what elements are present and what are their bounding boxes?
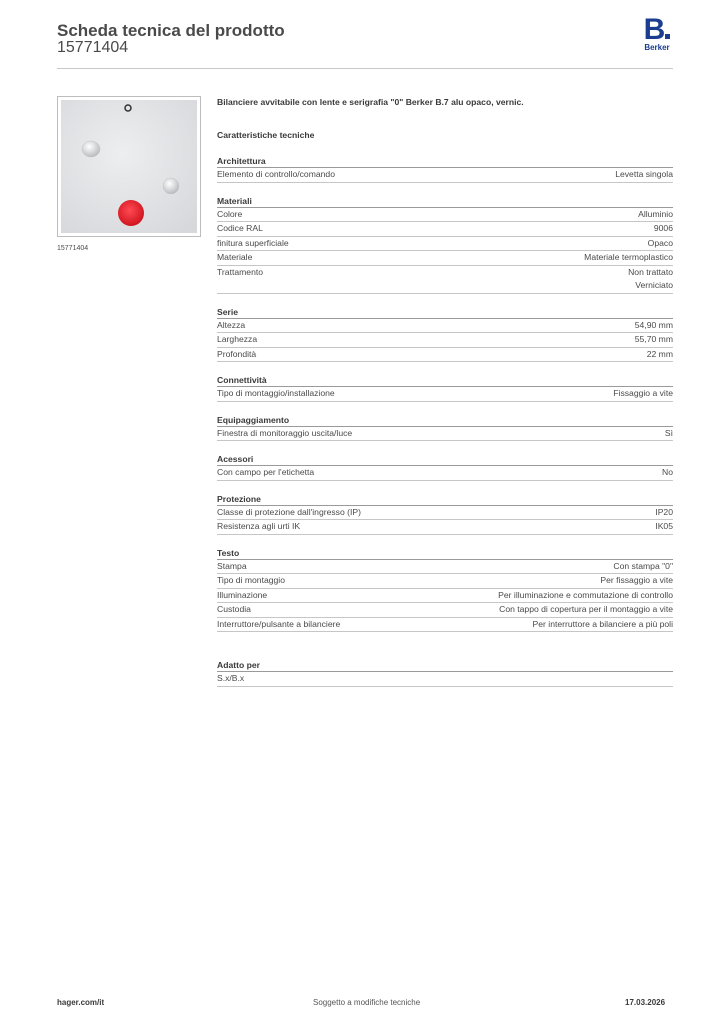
section-acessori xyxy=(217,453,673,481)
spec-label: Illuminazione xyxy=(217,589,268,600)
footer-website-link[interactable]: hager.com/it xyxy=(57,998,105,1007)
section-title: Serie xyxy=(217,306,673,319)
spec-row xyxy=(217,618,673,633)
spec-row xyxy=(217,603,673,618)
spec-label: Trattamento xyxy=(217,266,264,277)
footer-date: 17.03.2026 xyxy=(625,998,666,1007)
spec-row xyxy=(217,237,673,252)
spec-row xyxy=(217,506,673,521)
spec-label: Elemento di controllo/comando xyxy=(217,169,335,179)
spec-value-line: Non trattato xyxy=(628,266,673,277)
spec-value: 55,70 mm xyxy=(634,334,673,344)
logo-word: Berker xyxy=(644,43,670,52)
header-divider xyxy=(57,68,673,69)
section-testo xyxy=(217,547,673,633)
spec-label: Stampa xyxy=(217,560,247,571)
section-title: Testo xyxy=(217,547,673,560)
spec-value: Opaco xyxy=(647,237,673,248)
spec-label: Colore xyxy=(217,208,243,219)
section-title: Materiali xyxy=(217,195,673,208)
section-title: Connettività xyxy=(217,374,673,387)
product-image-caption: 15771404 xyxy=(57,245,89,252)
spec-label: Tipo di montaggio xyxy=(217,575,285,585)
spec-row xyxy=(217,387,673,402)
spec-value xyxy=(628,266,673,293)
spec-label: Resistenza agli urti IK xyxy=(217,521,301,531)
spec-label: Codice RAL xyxy=(217,223,263,233)
spec-value: Fissaggio a vite xyxy=(613,388,673,398)
section-materiali xyxy=(217,195,673,294)
spec-label: Finestra di monitoraggio uscita/luce xyxy=(217,427,353,438)
spec-label: Altezza xyxy=(217,319,246,330)
spec-value: 9006 xyxy=(653,223,673,233)
footer-disclaimer: Soggetto a modifiche tecniche xyxy=(313,998,421,1007)
spec-content xyxy=(217,96,673,687)
spec-row xyxy=(217,466,673,481)
spec-label: Tipo di montaggio/installazione xyxy=(217,388,335,398)
spec-value: IK05 xyxy=(655,521,673,531)
spec-value: Per fissaggio a vite xyxy=(600,575,673,585)
spec-value-line: Verniciato xyxy=(635,280,673,290)
section-adatto-per xyxy=(217,659,673,687)
section-equipaggiamento xyxy=(217,414,673,442)
product-description: Bilanciere avvitabile con lente e serigrafia "0" Berker B.7 alu opaco, vernic. xyxy=(217,97,524,107)
spec-row xyxy=(217,319,673,334)
berker-logo xyxy=(641,13,673,52)
spec-label: Larghezza xyxy=(217,334,258,344)
header-product-code: 15771404 xyxy=(57,39,129,56)
spec-row xyxy=(217,251,673,266)
spec-label: Interruttore/pulsante a bilanciere xyxy=(217,618,341,629)
spec-label: Profondità xyxy=(217,348,257,359)
spec-row xyxy=(217,672,673,687)
spec-row xyxy=(217,348,673,363)
spec-value: 22 mm xyxy=(646,348,673,359)
spec-value: Sì xyxy=(664,427,673,438)
spec-value: Con tappo di copertura per il montaggio a vite xyxy=(499,604,673,614)
spec-label: finitura superficiale xyxy=(217,237,289,248)
spec-value: Materiale termoplastico xyxy=(584,252,673,262)
spec-row xyxy=(217,333,673,348)
spec-value: Alluminio xyxy=(638,208,673,219)
spec-row xyxy=(217,520,673,535)
spec-label: Materiale xyxy=(217,252,253,262)
spec-value: No xyxy=(662,467,673,477)
spec-row xyxy=(217,266,673,294)
spec-label: S.x/B.x xyxy=(217,673,245,683)
spec-row xyxy=(217,222,673,237)
spec-value: Con stampa "0" xyxy=(613,560,673,571)
spec-label: Classe di protezione dall'ingresso (IP) xyxy=(217,506,361,517)
spec-label: Custodia xyxy=(217,604,251,614)
section-title: Architettura xyxy=(217,155,673,168)
section-serie xyxy=(217,306,673,363)
spec-row xyxy=(217,168,673,183)
spec-row xyxy=(217,427,673,442)
screw-cap-right xyxy=(163,178,179,194)
spec-value: IP20 xyxy=(655,506,673,517)
spec-value: Per interruttore a bilanciere a più poli xyxy=(532,618,673,629)
product-image xyxy=(57,96,201,237)
spec-row xyxy=(217,574,673,589)
section-title: Adatto per xyxy=(217,659,673,672)
section-title: Equipaggiamento xyxy=(217,414,673,427)
section-title: Acessori xyxy=(217,453,673,466)
spec-subtitle: Caratteristiche tecniche xyxy=(217,130,315,140)
spec-row xyxy=(217,560,673,575)
section-architettura xyxy=(217,155,673,183)
spec-row xyxy=(217,208,673,223)
logo-letter: B xyxy=(643,13,665,46)
spec-value: Levetta singola xyxy=(615,169,673,179)
section-connettivita xyxy=(217,374,673,402)
section-title: Protezione xyxy=(217,493,673,506)
spec-value: Per illuminazione e commutazione di controllo xyxy=(498,589,673,600)
screw-cap-left xyxy=(82,141,100,157)
spec-value: 54,90 mm xyxy=(634,319,673,330)
section-protezione xyxy=(217,493,673,535)
spec-label: Con campo per l'etichetta xyxy=(217,467,315,477)
red-lens xyxy=(118,200,144,226)
spec-row xyxy=(217,589,673,604)
header-title: Scheda tecnica del prodotto xyxy=(57,21,285,40)
